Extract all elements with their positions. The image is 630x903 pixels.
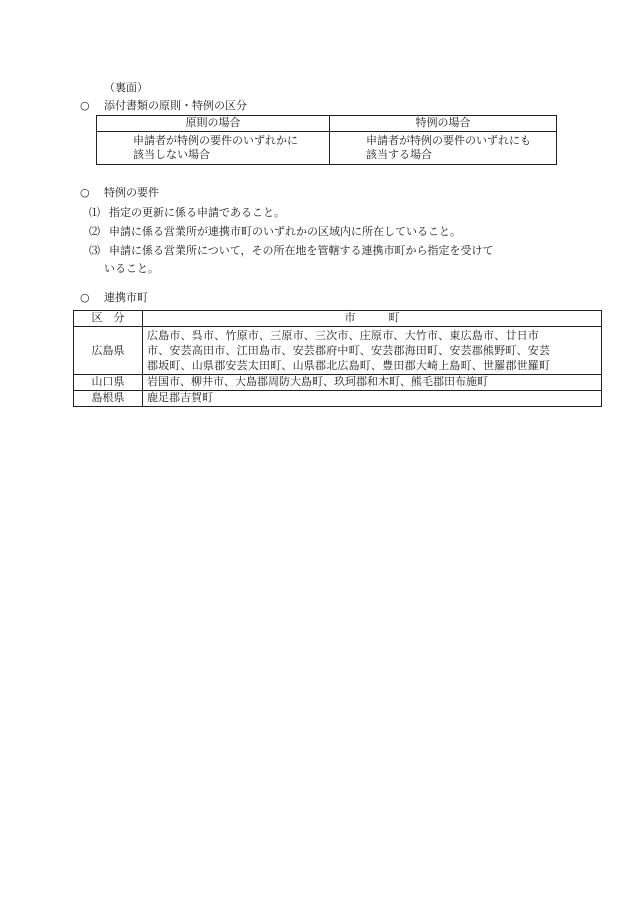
principle-case-header: 原則の場合 — [97, 116, 330, 132]
exception-case-cell — [330, 132, 557, 165]
requirement-item-1 — [89, 206, 285, 220]
principle-case-line: 該当しない場合 — [133, 147, 210, 161]
municipalities-line: 広島市、呉市、竹原市、三原市、三次市、庄原市、大竹市、東広島市、廿日市 — [147, 329, 539, 342]
section1-bullet: ○ — [80, 99, 90, 112]
municipalities-header: 市 町 — [143, 311, 602, 327]
requirement-number: ⑴ — [89, 206, 100, 219]
requirement-number: ⑵ — [89, 225, 100, 238]
table-row — [74, 327, 602, 375]
requirement-text: 指定の更新に係る申請であること。 — [109, 206, 285, 219]
requirement-text: 申請に係る営業所が連携市町のいずれかの区域内に所在していること。 — [109, 225, 461, 238]
table-row — [74, 391, 602, 407]
principle-case-cell — [97, 132, 330, 165]
requirement-number: ⑶ — [89, 244, 100, 257]
section3-title: 連携市町 — [104, 291, 148, 304]
division-header: 区 分 — [74, 311, 143, 327]
municipalities-line: 郡坂町、山県郡安芸太田町、山県郡北広島町、豊田郡大崎上島町、世羅郡世羅町 — [147, 359, 551, 372]
principle-case-line: 申請者が特例の要件のいずれかに — [133, 134, 298, 147]
municipalities-cell: 岩国市、柳井市、大島郡周防大島町、玖珂郡和木町、熊毛郡田布施町 — [143, 375, 602, 391]
requirement-item-3-continued: いること。 — [104, 262, 159, 275]
exception-case-line: 該当する場合 — [366, 147, 432, 161]
exception-case-line: 申請者が特例の要件のいずれにも — [366, 134, 531, 147]
municipalities-cell — [143, 327, 602, 375]
section2-title: 特例の要件 — [104, 186, 159, 199]
requirement-item-3 — [89, 244, 494, 258]
prefecture-cell: 広島県 — [74, 327, 143, 375]
section2-bullet: ○ — [80, 186, 90, 199]
exception-case-header: 特例の場合 — [330, 116, 557, 132]
reverse-side-label: （裏面） — [104, 81, 148, 94]
attachment-division-table — [96, 115, 557, 165]
requirement-item-2 — [89, 225, 461, 239]
prefecture-cell: 山口県 — [74, 375, 143, 391]
table-row — [74, 375, 602, 391]
requirement-text: 申請に係る営業所について，その所在地を管轄する連携市町から指定を受けて — [109, 244, 494, 257]
section1-title: 添付書類の原則・特例の区分 — [104, 99, 247, 112]
section3-bullet: ○ — [80, 291, 90, 304]
municipalities-line: 市、安芸高田市、江田島市、安芸郡府中町、安芸郡海田町、安芸郡熊野町、安芸 — [147, 344, 551, 357]
prefecture-cell: 島根県 — [74, 391, 143, 407]
municipalities-cell: 鹿足郡吉賀町 — [143, 391, 602, 407]
partner-municipalities-table — [73, 310, 602, 407]
